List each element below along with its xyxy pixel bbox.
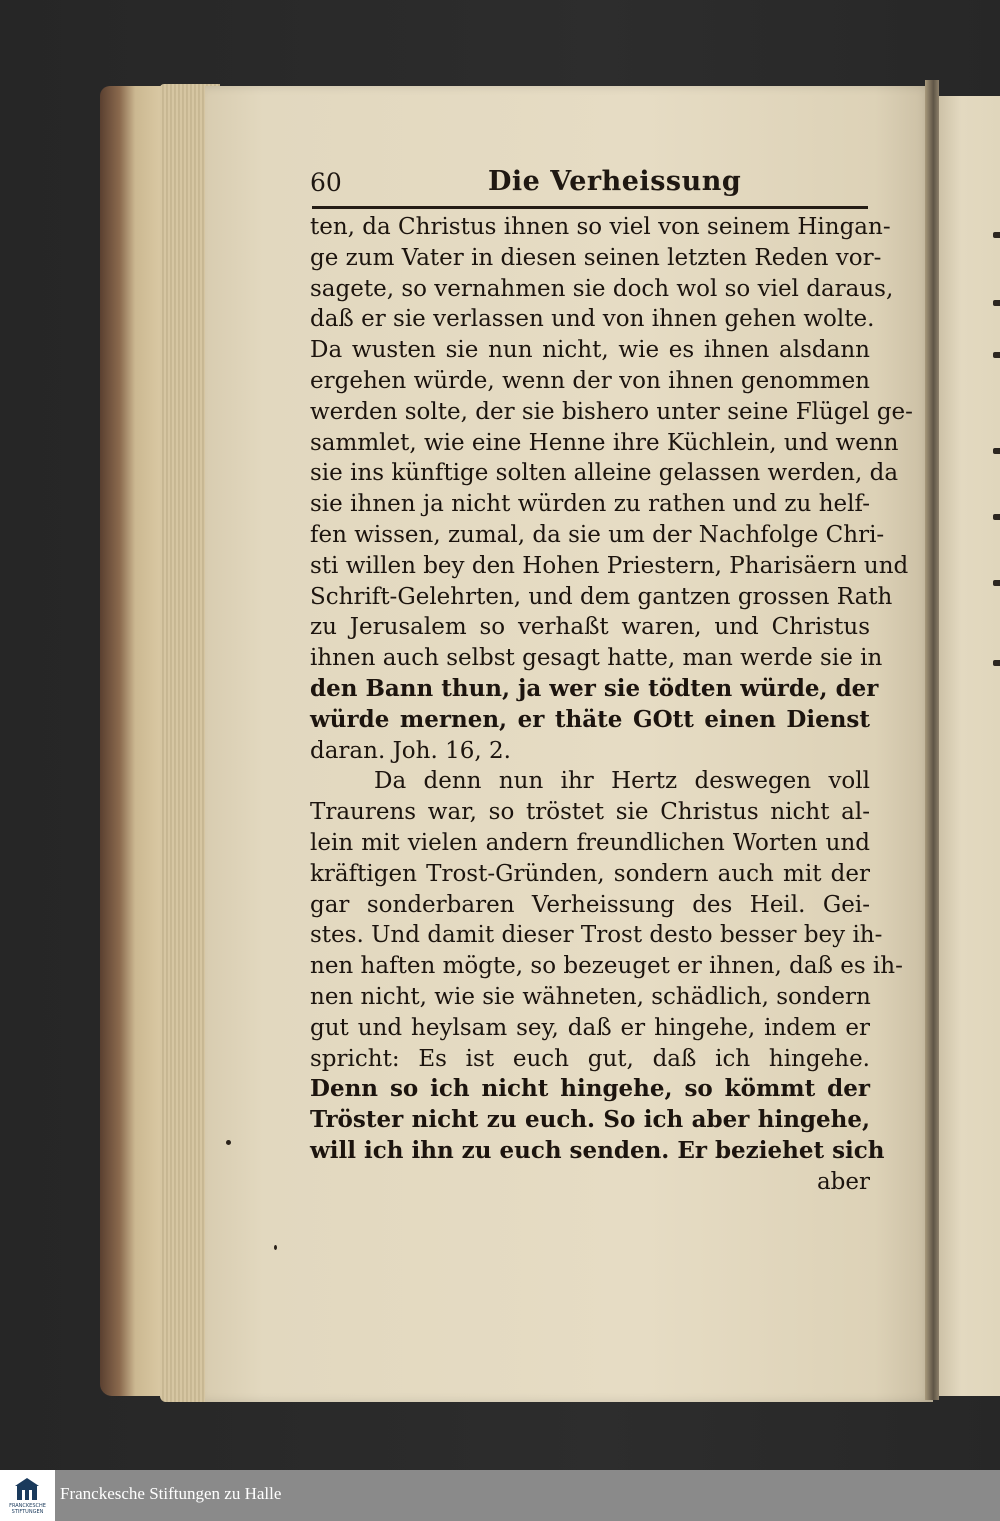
right-page-glyph [993, 580, 1000, 586]
text-line: daß er sie verlassen und von ihnen gehen wolte. [310, 306, 875, 333]
text-line: Tröster nicht zu euch. So ich aber hingehe, [310, 1106, 870, 1134]
footer-bar [0, 1470, 1000, 1521]
text-line: sie ins künftige solten alleine gelassen werden, da [310, 460, 899, 487]
right-page-glyph [993, 352, 1000, 358]
page-header [310, 168, 870, 202]
text-line: nen nicht, wie sie wähneten, schädlich, sondern [310, 983, 871, 1010]
text-line: sie ihnen ja nicht würden zu rathen und zu helf- [310, 491, 870, 518]
header-rule [312, 206, 868, 209]
paper-speck [274, 1245, 277, 1250]
text-line: nen haften mögte, so bezeuget er ihnen, daß es ih- [310, 953, 903, 980]
text-line: gut und heylsam sey, daß er hingehe, indem er [310, 1014, 870, 1041]
book-gutter [925, 80, 939, 1400]
text-line: Schrift-Gelehrten, und dem gantzen grossen Rath [310, 583, 893, 610]
right-page-glyph [993, 300, 1000, 306]
text-line: ge zum Vater in diesen seinen letzten Reden vor- [310, 244, 882, 271]
text-line: Denn so ich nicht hingehe, so kömmt der [310, 1075, 870, 1103]
page-body-text [310, 212, 913, 1198]
running-head: Die Verheissung [488, 166, 742, 197]
text-line: zu Jerusalem so verhaßt waren, und Christus [310, 614, 870, 641]
logo-text: FRANCKESCHE STIFTUNGEN [9, 1503, 46, 1515]
text-line: will ich ihn zu euch senden. Er beziehet sich [310, 1136, 885, 1164]
right-page-fragment [935, 96, 1000, 1396]
text-line: ihnen auch selbst gesagt hatte, man werde sie in [310, 645, 883, 672]
text-line: Da denn nun ihr Hertz deswegen voll [374, 768, 870, 795]
right-page-glyph [993, 232, 1000, 238]
text-line: spricht: Es ist euch gut, daß ich hingehe. [310, 1045, 870, 1072]
text-line: lein mit vielen andern freundlichen Worten und [310, 829, 870, 856]
catchword: aber [816, 1168, 870, 1195]
page-number: 60 [310, 168, 342, 197]
institution-name: Franckesche Stiftungen zu Halle [60, 1484, 282, 1503]
right-page-glyph [993, 448, 1000, 454]
text-line: stes. Und damit dieser Trost desto besser bey ih- [310, 922, 883, 949]
right-page-glyph [993, 660, 1000, 666]
text-line: sammlet, wie eine Henne ihre Küchlein, und wenn [310, 429, 899, 456]
paper-speck [226, 1140, 231, 1145]
text-line: kräftigen Trost-Gründen, sondern auch mit der [310, 860, 870, 887]
institution-logo[interactable] [0, 1470, 55, 1521]
text-line: ten, da Christus ihnen so viel von seinem Hingan- [310, 214, 891, 240]
text-line: Traurens war, so tröstet sie Christus nicht al- [310, 799, 870, 826]
text-line: werden solte, der sie bishero unter seine Flügel ge- [310, 398, 913, 425]
text-line: den Bann thun, ja wer sie tödten würde, der [310, 674, 879, 702]
text-line: würde mernen, er thäte GOtt einen Dienst [310, 705, 870, 733]
text-line: sagete, so vernahmen sie doch wol so viel daraus, [310, 275, 894, 302]
text-line: gar sonderbaren Verheissung des Heil. Gei- [310, 891, 870, 918]
franckesche-stiftungen-logo-icon [14, 1476, 40, 1502]
text-line: daran. Joh. 16, 2. [310, 737, 511, 764]
text-line: fen wissen, zumal, da sie um der Nachfolge Chri- [310, 521, 885, 548]
text-line: ergehen würde, wenn der von ihnen genommen [310, 367, 870, 394]
text-line: sti willen bey den Hohen Priestern, Pharisäern und [310, 552, 909, 579]
right-page-glyph [993, 514, 1000, 520]
text-line: Da wusten sie nun nicht, wie es ihnen alsdann [310, 337, 870, 364]
